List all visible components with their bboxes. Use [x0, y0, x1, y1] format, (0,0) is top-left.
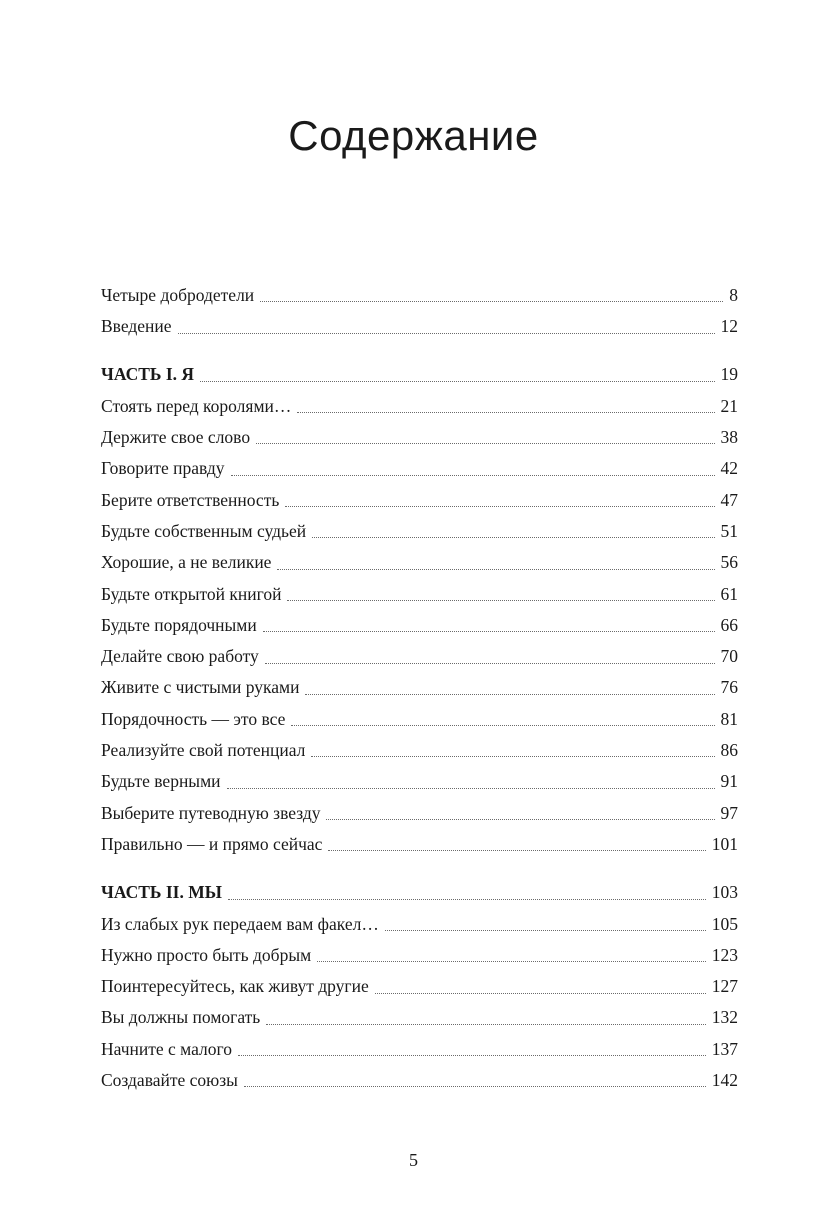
dot-leader [328, 849, 705, 851]
dot-leader [285, 505, 714, 507]
dot-leader [277, 568, 714, 570]
toc-entry-title: Хорошие, а не великие [101, 552, 272, 573]
toc-entry-page: 132 [711, 1007, 738, 1028]
toc-entry-page: 97 [720, 802, 738, 823]
dot-leader [231, 474, 715, 476]
toc-entry [101, 311, 738, 342]
toc-entry [101, 579, 738, 610]
dot-leader [178, 332, 715, 334]
toc-entry [101, 1065, 738, 1096]
toc-entry-title: Делайте свою работу [101, 646, 259, 667]
dot-leader [305, 693, 714, 695]
toc-entry-title: Порядочность — это все [101, 708, 286, 729]
toc-entry-title: Создавайте союзы [101, 1070, 238, 1091]
toc-entry-page: 51 [720, 520, 738, 541]
toc-entry-page: 81 [720, 708, 738, 729]
toc-entry [101, 704, 738, 735]
toc-entry-title: Нужно просто быть добрым [101, 944, 312, 965]
toc-entry-page: 137 [711, 1038, 738, 1059]
toc-entry-page: 12 [720, 316, 738, 337]
toc-entry-title: Держите свое слово [101, 427, 251, 448]
section-gap [101, 860, 738, 877]
toc-entry [101, 798, 738, 829]
toc-part-heading [101, 360, 738, 391]
toc-entry-page: 105 [711, 913, 738, 934]
toc-entry-page: 56 [720, 552, 738, 573]
toc-entry [101, 940, 738, 971]
dot-leader [317, 960, 706, 962]
toc-entry [101, 280, 738, 311]
toc-entry-title: Выберите путеводную звезду [101, 802, 321, 823]
page-number: 5 [409, 1150, 418, 1170]
toc-entry-page: 86 [720, 740, 738, 761]
toc-entry [101, 1034, 738, 1065]
toc-part-title: ЧАСТЬ II. МЫ [101, 882, 222, 903]
toc-entry-title: Живите с чистыми руками [101, 677, 300, 698]
toc-entry [101, 971, 738, 1002]
toc-entry [101, 1003, 738, 1034]
dot-leader [228, 898, 706, 900]
toc-entry-title: Говорите правду [101, 458, 225, 479]
toc-entry-page: 42 [720, 458, 738, 479]
dot-leader [244, 1085, 706, 1087]
dot-leader [200, 380, 714, 382]
toc-entry-title: Будьте открытой книгой [101, 583, 282, 604]
toc-entry [101, 641, 738, 672]
dot-leader [256, 442, 714, 444]
page-title: Содержание [288, 112, 539, 159]
toc-entry [101, 391, 738, 422]
toc-entry [101, 547, 738, 578]
toc-entry-page: 47 [720, 489, 738, 510]
toc-entry [101, 485, 738, 516]
toc-entry-title: Из слабых рук передаем вам факел… [101, 913, 379, 934]
toc-entry-title: Введение [101, 316, 172, 337]
toc-entry-page: 38 [720, 427, 738, 448]
toc-part-page: 103 [711, 882, 738, 903]
dot-leader [297, 411, 714, 413]
toc-entry [101, 766, 738, 797]
toc-entry-page: 127 [711, 976, 738, 997]
toc-part-heading [101, 877, 738, 908]
toc-entry-page: 142 [711, 1070, 738, 1091]
toc-entry-title: Поинтересуйтесь, как живут другие [101, 976, 369, 997]
toc-entry [101, 453, 738, 484]
dot-leader [291, 724, 714, 726]
toc-entry-page: 70 [720, 646, 738, 667]
toc-entry [101, 829, 738, 860]
dot-leader [263, 630, 715, 632]
toc-entry [101, 516, 738, 547]
toc-entry-page: 91 [720, 771, 738, 792]
toc-entry-title: Начните с малого [101, 1038, 233, 1059]
toc-entry-title: Берите ответственность [101, 489, 280, 510]
table-of-contents [101, 280, 738, 1096]
toc-part-page: 19 [720, 364, 738, 385]
dot-leader [311, 755, 714, 757]
dot-leader [265, 662, 715, 664]
toc-entry-page: 101 [711, 833, 738, 854]
toc-entry [101, 610, 738, 641]
toc-entry-page: 76 [720, 677, 738, 698]
toc-entry [101, 735, 738, 766]
toc-entry-title: Реализуйте свой потенциал [101, 740, 306, 761]
toc-entry-page: 61 [720, 583, 738, 604]
toc-entry [101, 422, 738, 453]
toc-entry [101, 909, 738, 940]
toc-entry-page: 123 [711, 944, 738, 965]
toc-entry-title: Четыре добродетели [101, 284, 255, 305]
toc-entry-title: Правильно — и прямо сейчас [101, 833, 323, 854]
dot-leader [375, 992, 706, 994]
toc-entry-title: Будьте порядочными [101, 614, 257, 635]
toc-part-title: ЧАСТЬ I. Я [101, 364, 195, 385]
dot-leader [326, 818, 714, 820]
toc-entry-page: 8 [729, 284, 738, 305]
dot-leader [227, 787, 715, 789]
toc-entry-page: 66 [720, 614, 738, 635]
dot-leader [266, 1023, 705, 1025]
toc-entry-title: Вы должны помогать [101, 1007, 261, 1028]
toc-entry-title: Будьте верными [101, 771, 221, 792]
toc-entry-page: 21 [720, 395, 738, 416]
toc-entry [101, 673, 738, 704]
toc-entry-title: Стоять перед королями… [101, 395, 292, 416]
dot-leader [238, 1054, 706, 1056]
toc-entry-title: Будьте собственным судьей [101, 520, 307, 541]
dot-leader [312, 536, 714, 538]
dot-leader [287, 599, 714, 601]
dot-leader [260, 300, 723, 302]
dot-leader [385, 929, 706, 931]
section-gap [101, 343, 738, 360]
